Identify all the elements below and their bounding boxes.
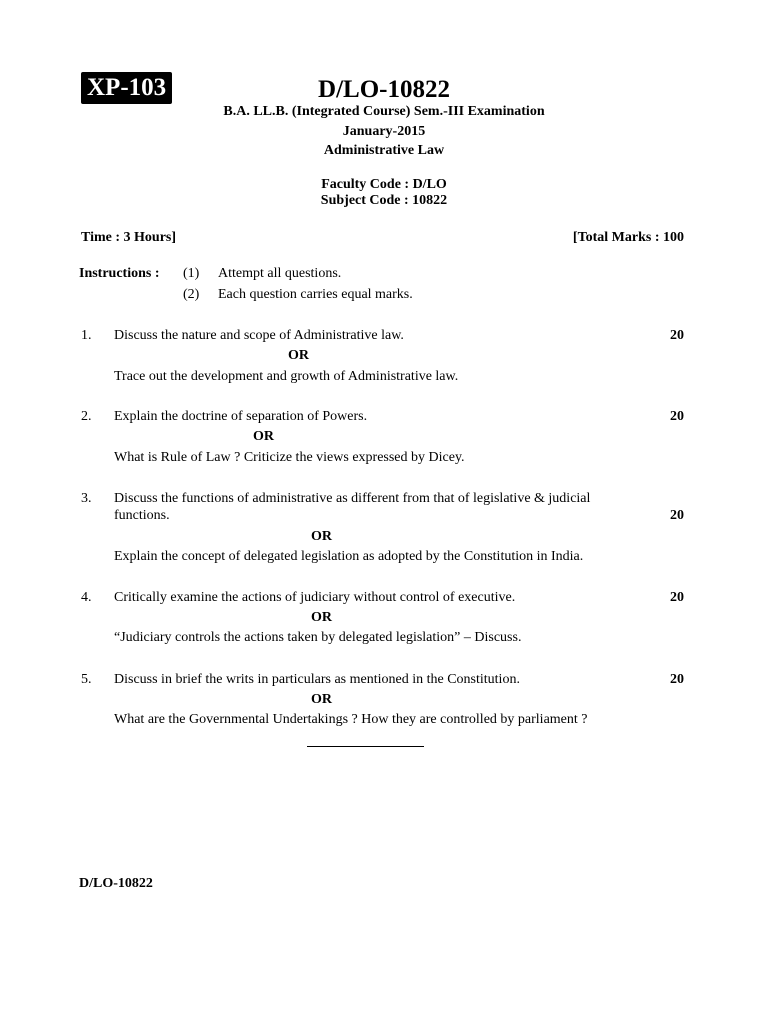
end-of-paper-rule xyxy=(307,746,424,747)
question-text: Explain the doctrine of separation of Powers. xyxy=(114,409,368,424)
question-text: Discuss in brief the writs in particulars as mentioned in the Constitution. xyxy=(114,672,520,687)
question-text: Discuss the nature and scope of Administrative law. xyxy=(114,328,404,343)
question-marks: 20 xyxy=(670,409,684,424)
time-allowed: Time : 3 Hours] xyxy=(81,230,177,245)
question-marks: 20 xyxy=(670,590,684,605)
subject-code: Subject Code : 10822 xyxy=(320,193,448,208)
paper-series-badge: XP-103 xyxy=(81,72,172,104)
total-marks: [Total Marks : 100 xyxy=(572,230,684,245)
question-number: 2. xyxy=(81,409,92,424)
or-separator: OR xyxy=(253,429,274,444)
footer-paper-code: D/LO-10822 xyxy=(79,876,153,891)
question-alternative: What is Rule of Law ? Criticize the views expressed by Dicey. xyxy=(114,450,465,465)
question-marks: 20 xyxy=(670,508,684,523)
faculty-code: Faculty Code : D/LO xyxy=(321,177,447,192)
question-text-continued: functions. xyxy=(114,508,170,523)
or-separator: OR xyxy=(311,692,332,707)
instruction-text: Attempt all questions. xyxy=(218,266,342,281)
question-number: 5. xyxy=(81,672,92,687)
or-separator: OR xyxy=(311,529,332,544)
question-text: Critically examine the actions of judiciary without control of executive. xyxy=(114,590,516,605)
question-marks: 20 xyxy=(670,672,684,687)
question-alternative: Trace out the development and growth of Administrative law. xyxy=(114,369,459,384)
question-alternative: “Judiciary controls the actions taken by delegated legislation” – Discuss. xyxy=(114,630,522,645)
instruction-number: (1) xyxy=(183,266,200,281)
question-marks: 20 xyxy=(670,328,684,343)
question-number: 3. xyxy=(81,491,92,506)
exam-session: January-2015 xyxy=(342,124,426,139)
question-alternative: What are the Governmental Undertakings ? How they are controlled by parliament ? xyxy=(114,712,588,727)
instruction-text: Each question carries equal marks. xyxy=(218,287,413,302)
or-separator: OR xyxy=(311,610,332,625)
question-alternative: Explain the concept of delegated legislation as adopted by the Constitution in India. xyxy=(114,549,584,564)
instruction-number: (2) xyxy=(183,287,200,302)
or-separator: OR xyxy=(288,348,309,363)
subject-title: Administrative Law xyxy=(323,143,445,158)
question-text: Discuss the functions of administrative as different from that of legislative & judicial xyxy=(114,491,591,506)
question-number: 4. xyxy=(81,590,92,605)
course-title: B.A. LL.B. (Integrated Course) Sem.-III Examination xyxy=(223,104,545,119)
question-number: 1. xyxy=(81,328,92,343)
paper-code-title: D/LO-10822 xyxy=(318,76,450,103)
instructions-label: Instructions : xyxy=(79,266,160,281)
